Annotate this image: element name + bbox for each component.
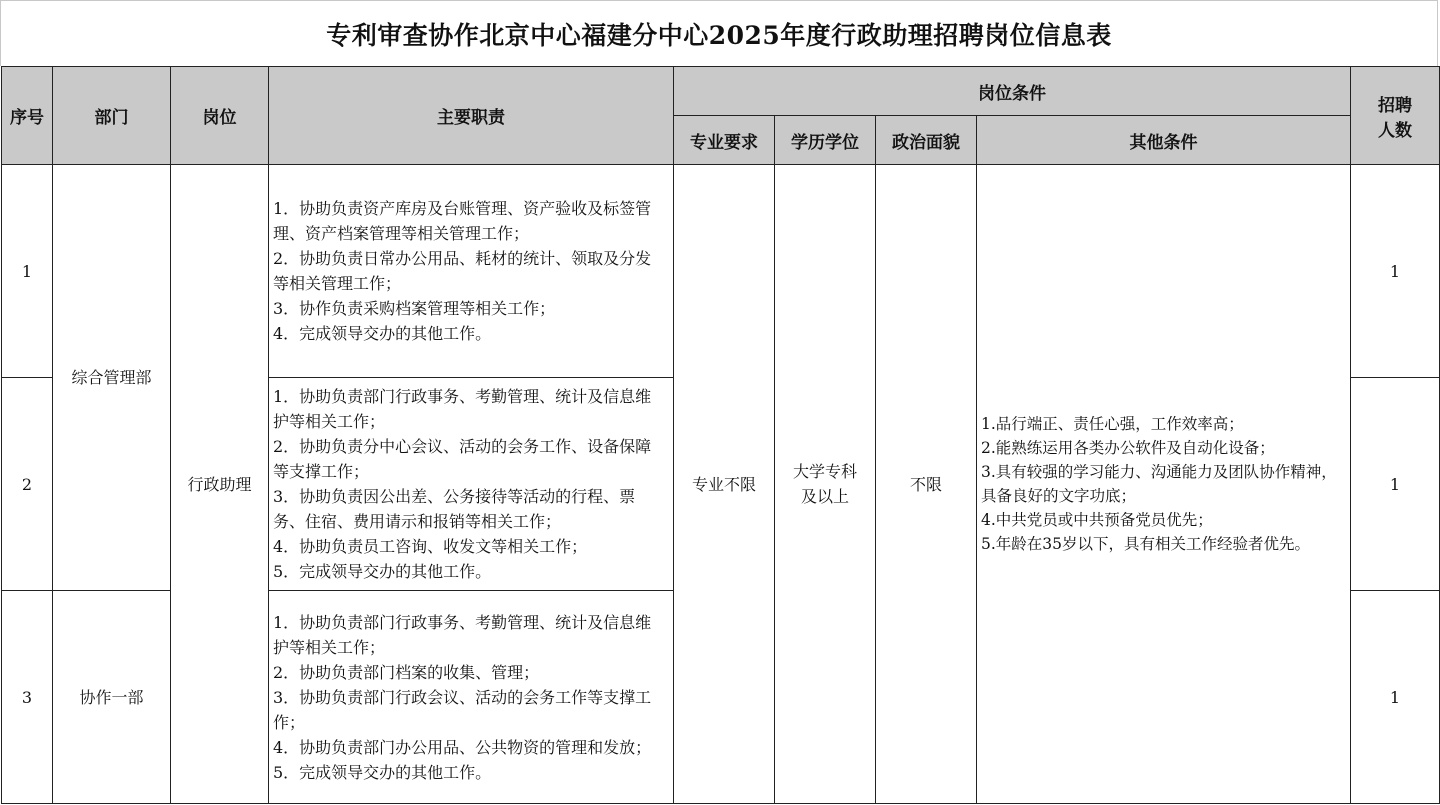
row-count: 1	[1351, 378, 1440, 591]
condition-item: 3.具有较强的学习能力、沟通能力及团队协作精神，具备良好的文字功底；	[981, 463, 1337, 505]
education-line1: 大学专科	[792, 462, 857, 481]
duty-item: 4．协助负责部门办公用品、公共物资的管理和发放；	[273, 737, 652, 757]
condition-item: 4.中共党员或中共预备党员优先；	[981, 511, 1213, 529]
header-department: 部门	[53, 67, 171, 165]
header-count-line2: 人数	[1378, 120, 1412, 141]
page-title: 专利审查协作北京中心福建分中心2025年度行政助理招聘岗位信息表	[326, 20, 1112, 50]
header-count	[1351, 67, 1440, 165]
duty-item: 1．协助负责部门行政事务、考勤管理、统计及信息维护等相关工作；	[273, 612, 652, 657]
header-major: 专业要求	[674, 116, 775, 165]
duty-item: 2．协助负责分中心会议、活动的会务工作、设备保障等支撑工作；	[273, 437, 652, 481]
row-seq: 3	[2, 591, 53, 804]
condition-item: 5.年龄在35岁以下，具有相关工作经验者优先。	[981, 535, 1311, 553]
table-row	[2, 165, 1440, 378]
duty-item: 4．完成领导交办的其他工作。	[273, 324, 492, 343]
header-other: 其他条件	[977, 116, 1351, 165]
header-seq: 序号	[2, 67, 53, 165]
duty-item: 3．协助负责因公出差、公务接待等活动的行程、票务、住宿、费用请示和报销等相关工作；	[273, 487, 636, 531]
row-duties	[269, 378, 674, 591]
row-count: 1	[1351, 165, 1440, 378]
duty-item: 1．协助负责部门行政事务、考勤管理、统计及信息维护等相关工作；	[273, 387, 652, 431]
header-education: 学历学位	[775, 116, 876, 165]
condition-item: 1.品行端正、责任心强，工作效率高；	[981, 415, 1244, 433]
row-duties	[269, 591, 674, 804]
duty-item: 1．协助负责资产库房及台账管理、资产验收及标签管理、资产档案管理等相关管理工作；	[273, 199, 652, 243]
row-department: 协作一部	[53, 591, 171, 804]
row-department: 综合管理部	[53, 165, 171, 591]
header-conditions: 岗位条件	[674, 67, 1351, 116]
recruitment-table	[1, 66, 1440, 804]
row-other-conditions	[977, 165, 1351, 804]
header-political: 政治面貌	[876, 116, 977, 165]
header-count-line1: 招聘	[1378, 95, 1412, 116]
row-position: 行政助理	[171, 165, 269, 804]
row-duties	[269, 165, 674, 378]
duty-item: 2．协助负责部门档案的收集、管理；	[273, 662, 540, 682]
row-education	[775, 165, 876, 804]
row-seq: 1	[2, 165, 53, 378]
header-position: 岗位	[171, 67, 269, 165]
condition-item: 2.能熟练运用各类办公软件及自动化设备；	[981, 439, 1275, 457]
duty-item: 4．协助负责员工咨询、收发文等相关工作；	[273, 537, 588, 556]
title-bar	[0, 0, 1438, 66]
row-seq: 2	[2, 378, 53, 591]
duty-item: 3．协作负责采购档案管理等相关工作；	[273, 299, 556, 318]
education-line2: 及以上	[800, 487, 849, 506]
row-political: 不限	[876, 165, 977, 804]
duty-item: 5．完成领导交办的其他工作。	[273, 762, 492, 782]
row-major: 专业不限	[674, 165, 775, 804]
duty-item: 3．协助负责部门行政会议、活动的会务工作等支撑工作；	[273, 687, 652, 732]
header-duties: 主要职责	[269, 67, 674, 165]
duty-item: 5．完成领导交办的其他工作。	[273, 562, 492, 581]
row-count: 1	[1351, 591, 1440, 804]
duty-item: 2．协助负责日常办公用品、耗材的统计、领取及分发等相关管理工作；	[273, 249, 652, 293]
